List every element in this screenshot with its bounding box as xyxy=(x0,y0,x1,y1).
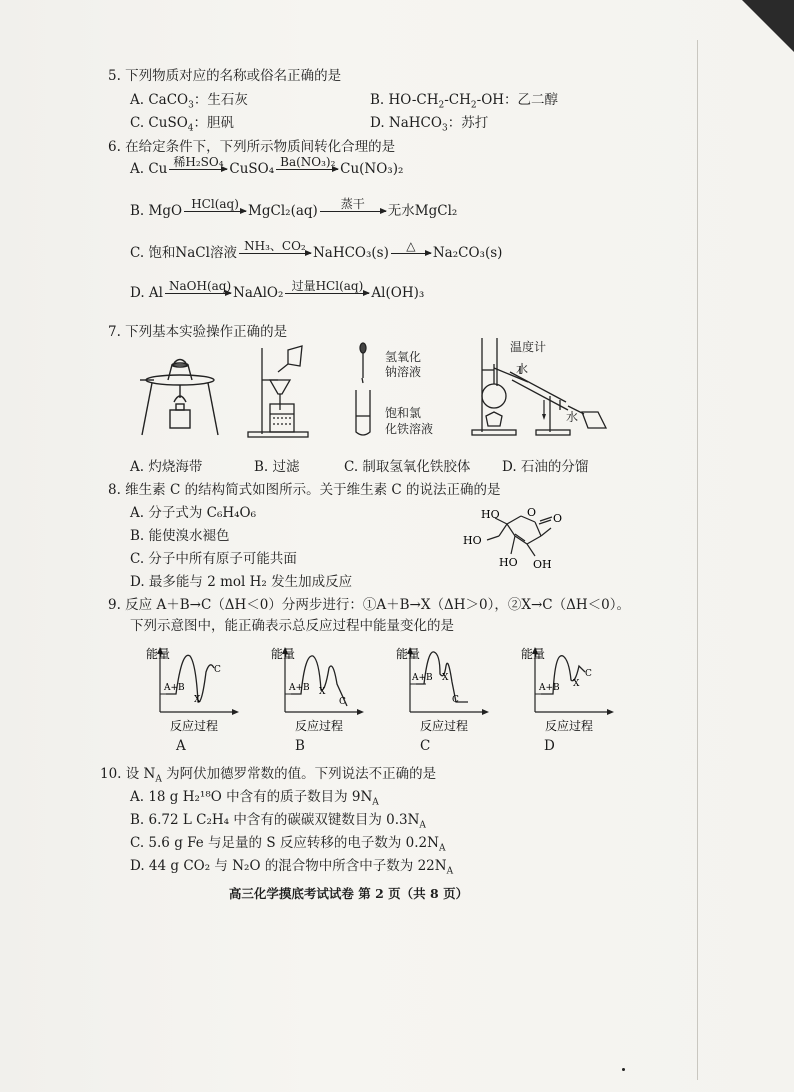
q5-option-d[interactable] xyxy=(370,111,488,134)
q7-label-water-out: 水 xyxy=(566,410,579,424)
q6-c-arrow1 xyxy=(239,240,311,267)
q6-a-mid: CuSO₄ xyxy=(229,161,275,177)
x-label: 反应过程 xyxy=(420,719,469,733)
q10-b-text: B. 6.72 L C₂H₄ 中含有的碳碳双键数目为 0.3N xyxy=(130,812,420,828)
page-corner-tab xyxy=(742,0,794,52)
q6-d-arrow1 xyxy=(165,280,231,307)
q10-option-a[interactable] xyxy=(130,785,379,808)
q7-label-fecl3-1: 饱和氯 xyxy=(385,406,422,420)
ab-label: A+B xyxy=(289,683,310,693)
q6-d-prefix: D. Al xyxy=(130,285,163,301)
q9-diagram-b xyxy=(271,646,364,733)
q6-d-arrow1-label: NaOH(aq) xyxy=(169,279,232,293)
q10-b-sub: A xyxy=(419,820,426,831)
q5-d-text: D. NaHCO xyxy=(370,115,442,131)
q6-option-c[interactable] xyxy=(130,240,502,267)
q6-b-arrow1-label: HCl(aq) xyxy=(191,197,239,211)
q8-struct-ho-bottom: HO xyxy=(499,556,518,569)
x-intermediate-label: X xyxy=(194,695,201,705)
q8-option-a[interactable]: A. 分子式为 C₆H₄O₆ xyxy=(130,505,257,521)
q8-struct-ho-left: HO xyxy=(463,534,482,547)
q7-option-c[interactable]: C. 制取氢氧化铁胶体 xyxy=(344,459,471,475)
q5-c-rest: ：胆矾 xyxy=(193,115,235,131)
q6-d-end: Al(OH)₃ xyxy=(371,285,425,301)
q5-b-mid: -CH xyxy=(444,92,471,108)
q6-a-end: Cu(NO₃)₂ xyxy=(340,161,404,177)
q8-struct-oh: OH xyxy=(533,558,552,571)
q6-d-arrow2-label: 过量HCl(aq) xyxy=(291,279,364,293)
q9-energy-diagrams xyxy=(146,644,610,754)
q8-struct-o-carbonyl: O xyxy=(553,512,563,525)
q6-option-b[interactable] xyxy=(130,198,457,225)
page-footer: 高三化学摸底考试试卷 第 2 页（共 8 页） xyxy=(228,886,469,901)
x-intermediate-label: X xyxy=(573,679,580,689)
y-label: 能量 xyxy=(271,647,296,661)
q5-b-sub1: 2 xyxy=(438,100,445,111)
scan-speck xyxy=(622,1068,625,1071)
q9-caption-c: C xyxy=(420,738,431,754)
ab-label: A+B xyxy=(412,673,433,683)
q6-option-a[interactable] xyxy=(130,156,403,183)
x-axis-arrow xyxy=(357,709,364,715)
q9-caption-b: B xyxy=(295,738,305,754)
q8-struct-ho-top: HO xyxy=(481,508,500,521)
q9-title-line1: 9. 反应 A＋B→C（ΔH＜0）分两步进行：①A＋B→X（ΔH＞0），②X→C（ΔH＜0）。 xyxy=(108,597,630,613)
q5-d-sub: 3 xyxy=(441,123,448,134)
q6-c-arrow2 xyxy=(391,240,431,267)
q9-caption-d: D xyxy=(544,738,555,754)
y-label: 能量 xyxy=(521,647,546,661)
x-axis-arrow xyxy=(482,709,489,715)
q10-d-text: D. 44 g CO₂ 与 N₂O 的混合物中所含中子数为 22N xyxy=(130,858,447,874)
q10-d-sub: A xyxy=(446,866,454,877)
q7-label-naoh-2: 钠溶液 xyxy=(385,365,422,379)
q5-b-sub2: 2 xyxy=(470,100,477,111)
q7-label-water-in: 水 xyxy=(516,362,529,376)
q7-fig-a-burning xyxy=(130,350,230,440)
q8-vitamin-c-structure xyxy=(455,500,575,576)
q6-a-prefix: A. Cu xyxy=(130,161,168,177)
q5-option-c[interactable] xyxy=(130,111,234,134)
q6-b-end: 无水MgCl₂ xyxy=(387,203,458,219)
q5-b-rest: -OH：乙二醇 xyxy=(476,92,559,108)
q8-title: 8. 维生素 C 的结构简式如图所示。关于维生素 C 的说法正确的是 xyxy=(108,482,501,498)
q8-option-c[interactable]: C. 分子中所有原子可能共面 xyxy=(130,551,297,567)
c-product-label: C xyxy=(585,669,592,679)
q6-b-arrow2-label: 蒸干 xyxy=(340,197,365,211)
q6-c-mid: NaHCO₃(s) xyxy=(312,245,389,261)
q7-label-naoh-1: 氢氧化 xyxy=(385,350,422,364)
q6-a-arrow1 xyxy=(169,156,227,183)
q6-b-prefix: B. MgO xyxy=(130,203,183,219)
q9-caption-a: A xyxy=(176,738,186,754)
ab-label: A+B xyxy=(164,683,185,693)
y-label: 能量 xyxy=(146,647,171,661)
q10-c-text: C. 5.6 g Fe 与足量的 S 反应转移的电子数为 0.2N xyxy=(130,835,439,851)
q7-title: 7. 下列基本实验操作正确的是 xyxy=(108,324,288,340)
x-label: 反应过程 xyxy=(545,719,594,733)
q6-c-prefix: C. 饱和NaCl溶液 xyxy=(130,245,237,261)
q5-option-a[interactable] xyxy=(130,88,248,111)
q6-b-arrow2 xyxy=(320,198,386,225)
q7-label-thermometer: 温度计 xyxy=(510,340,547,354)
q9-title-line2: 下列示意图中，能正确表示总反应过程中能量变化的是 xyxy=(130,618,454,634)
q10-c-sub: A xyxy=(438,843,446,854)
q5-d-rest: ：苏打 xyxy=(447,115,489,131)
q6-title: 6. 在给定条件下，下列所示物质间转化合理的是 xyxy=(108,139,396,155)
c-product-label: C xyxy=(214,665,221,675)
q7-option-b[interactable]: B. 过滤 xyxy=(254,459,300,475)
q7-fig-b-filtration xyxy=(240,342,315,440)
q7-option-a[interactable]: A. 灼烧海带 xyxy=(130,459,203,475)
c-product-label: C xyxy=(452,695,459,705)
q7-label-fecl3-2: 化铁溶液 xyxy=(385,422,434,436)
q6-c-end: Na₂CO₃(s) xyxy=(432,245,503,261)
q5-a-text: A. CaCO xyxy=(130,92,189,108)
q5-title: 5. 下列物质对应的名称或俗名正确的是 xyxy=(108,68,342,84)
q6-a-arrow2-label: Ba(NO₃)₂ xyxy=(280,155,336,169)
q10-option-d[interactable] xyxy=(130,854,453,877)
x-intermediate-label: X xyxy=(319,687,326,697)
q7-fig-c-dropper-tube xyxy=(352,338,374,438)
q5-b-text: B. HO-CH xyxy=(370,92,439,108)
q6-b-arrow1 xyxy=(184,198,246,225)
q5-c-sub: 4 xyxy=(187,123,194,134)
q9-diagram-d xyxy=(521,646,614,733)
x-label: 反应过程 xyxy=(170,719,219,733)
q6-option-d[interactable] xyxy=(130,280,424,307)
q6-c-arrow1-label: NH₃、CO₂ xyxy=(244,239,306,253)
q10-title xyxy=(100,762,436,785)
q9-diagram-a xyxy=(146,646,239,733)
q9-diagram-c xyxy=(396,646,489,733)
c-product-label: C xyxy=(339,697,346,707)
q7-option-d[interactable]: D. 石油的分馏 xyxy=(502,459,589,475)
q8-option-b[interactable]: B. 能使溴水褪色 xyxy=(130,528,230,544)
q10-option-b[interactable] xyxy=(130,808,426,831)
q10-option-c[interactable] xyxy=(130,831,445,854)
q5-option-b[interactable] xyxy=(370,88,558,111)
q8-struct-o-ring: O xyxy=(527,506,537,519)
q5-a-rest: ：生石灰 xyxy=(193,92,248,108)
x-label: 反应过程 xyxy=(295,719,344,733)
q10-title-sub: A xyxy=(155,774,162,785)
q5-c-text: C. CuSO xyxy=(130,115,188,131)
x-axis-arrow xyxy=(607,709,614,715)
q6-c-arrow2-label: △ xyxy=(406,239,416,253)
x-axis-arrow xyxy=(232,709,239,715)
q10-title-rest: 为阿伏加德罗常数的值。下列说法不正确的是 xyxy=(161,766,437,782)
q6-b-mid: MgCl₂(aq) xyxy=(248,203,318,219)
page-fold-line xyxy=(697,40,698,1080)
energy-curve xyxy=(166,655,214,702)
q10-a-text: A. 18 g H₂¹⁸O 中含有的质子数目为 9N xyxy=(130,789,373,805)
y-label: 能量 xyxy=(396,647,421,661)
q5-a-sub: 3 xyxy=(188,100,194,111)
q10-title-text: 10. 设 N xyxy=(100,766,156,782)
q6-a-arrow1-label: 稀H₂SO₄ xyxy=(173,155,224,169)
q6-d-mid: NaAlO₂ xyxy=(233,285,284,301)
q10-a-sub: A xyxy=(372,797,379,808)
q6-d-arrow2 xyxy=(285,280,369,307)
x-intermediate-label: X xyxy=(442,673,449,683)
q8-option-d[interactable]: D. 最多能与 2 mol H₂ 发生加成反应 xyxy=(130,574,353,590)
ab-label: A+B xyxy=(539,683,560,693)
q6-a-arrow2 xyxy=(276,156,338,183)
